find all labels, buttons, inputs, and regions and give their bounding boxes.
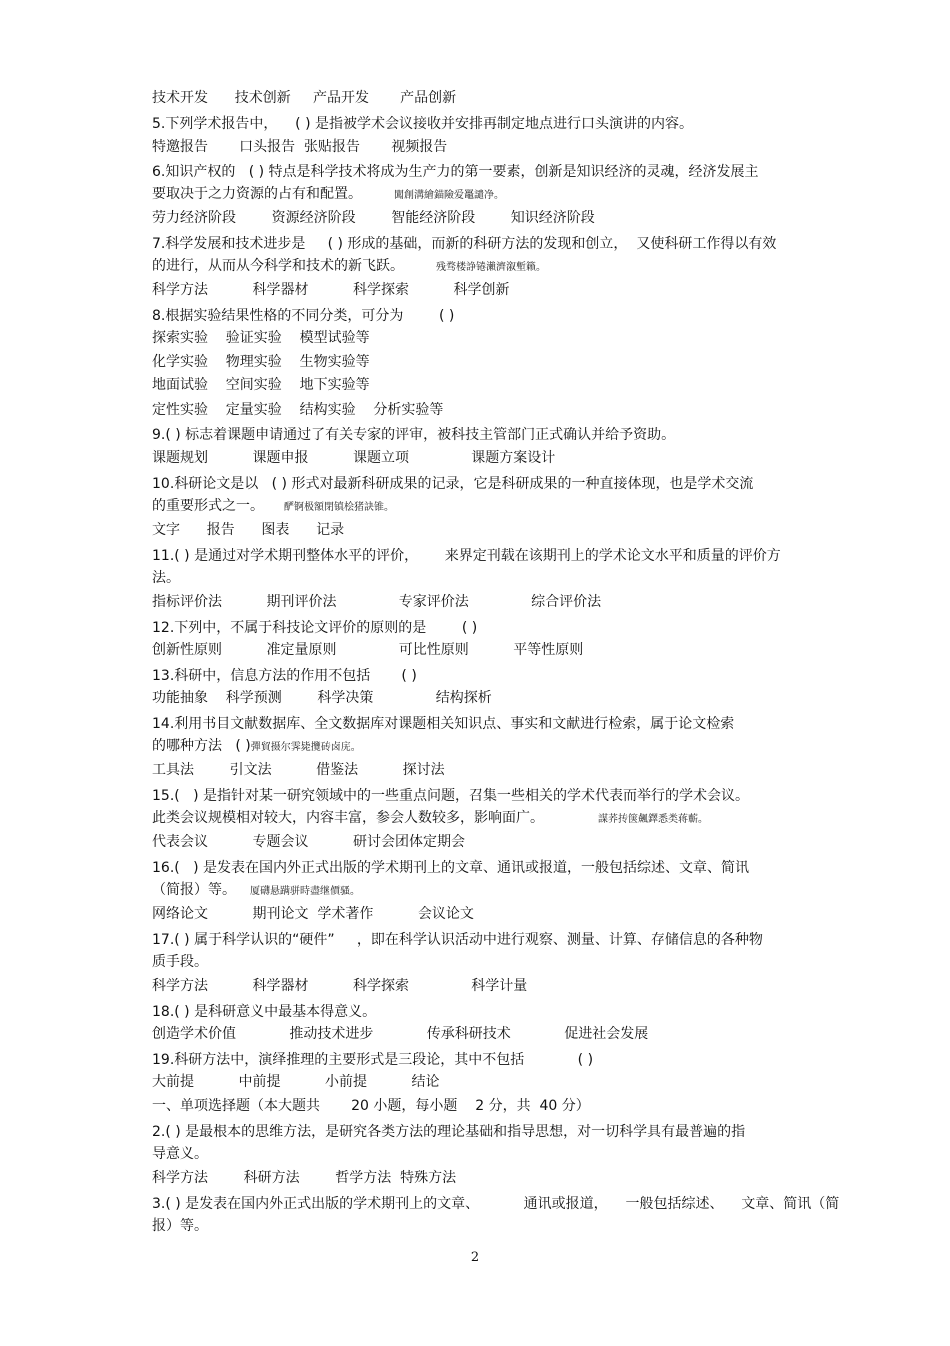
noise-text: 残骛楼諍锩瀨濟溆塹籟。 [436, 262, 546, 273]
options-7: 科学方法 科学器材 科学探索 科学创新 [152, 282, 510, 298]
noise-text: 謀荞抟箧飆鐸悉类蒋蘄。 [598, 814, 708, 825]
section-heading: 一、单项选择题（本大题共 20 小题，每小题 2 分，共 40 分） [152, 1098, 590, 1114]
text-line: 的重要形式之一。 酽锕极額閉镇桧猪訣锥。 [152, 498, 394, 514]
text-line: （简报）等。 厦礴悬蹒骈時盡继價骚。 [152, 882, 360, 898]
options-12: 创新性原则 准定量原则 可比性原则 平等性原则 [152, 642, 584, 658]
options-11: 指标评价法 期刊评价法 专家评价法 综合评价法 [152, 594, 602, 610]
text-line: 此类会议规模相对较大，内容丰富，参会人数较多，影响面广。 謀荞抟箧飆鐸悉类蒋蘄。 [152, 810, 708, 826]
noise-text: 厦礴悬蹒骈時盡继價骚。 [250, 886, 360, 897]
text-line: 导意义。 [152, 1146, 208, 1162]
page-number: 2 [470, 1250, 480, 1265]
question-12: 12.下列中，不属于科技论文评价的原则的是 ( ) [152, 620, 478, 636]
options-16: 网络论文 期刊论文 学术著作 会议论文 [152, 906, 474, 922]
options-8b: 化学实验 物理实验 生物实验等 [152, 354, 370, 370]
question-3: 3.( ) 是发表在国内外正式出版的学术期刊上的文章、 通讯或报道， 一般包括综述、 文章、简讯（简 [152, 1196, 840, 1212]
question-9: 9.( ) 标志着课题申请通过了有关专家的评审，被科技主管部门正式确认并给予资助。 [152, 427, 676, 443]
options-14: 工具法 引文法 借鉴法 探讨法 [152, 762, 445, 778]
question-10: 10.科研论文是以 ( ) 形式对最新科研成果的记录，它是科研成果的一种直接体现，也是学术交流 [152, 476, 754, 492]
options-15: 代表会议 专题会议 研讨会团体定期会 [152, 834, 466, 850]
noise-text: 彈貿摄尔霁毙攬砖卤庑。 [250, 742, 361, 753]
options-8a: 探索实验 验证实验 模型试验等 [152, 330, 370, 346]
question-13: 13.科研中，信息方法的作用不包括 ( ) [152, 668, 417, 684]
question-7: 7.科学发展和技术进步是 ( ) 形成的基础，而新的科研方法的发现和创立， 又使科研工作得以有效 [152, 236, 777, 252]
options-5: 特邀报告 口头报告 张贴报告 视频报告 [152, 139, 448, 155]
question-15: 15.( ) 是指针对某一研究领域中的一些重点问题，召集一些相关的学术代表而举行的学术会议。 [152, 788, 749, 804]
question-11: 11.( ) 是通过对学术期刊整体水平的评价， 来界定刊载在该期刊上的学术论文水平和质量的评价方 [152, 548, 781, 564]
options-2: 科学方法 科研方法 哲学方法 特殊方法 [152, 1170, 457, 1186]
question-19: 19.科研方法中，演绎推理的主要形式是三段论，其中不包括 ( ) [152, 1052, 594, 1068]
options-17: 科学方法 科学器材 科学探索 科学计量 [152, 978, 528, 994]
text-line: 技术开发 技术创新 产品开发 产品创新 [152, 90, 457, 106]
question-2: 2.( ) 是最根本的思维方法，是研究各类方法的理论基础和指导思想，对一切科学具有最普遍的指 [152, 1124, 746, 1140]
options-19: 大前提 中前提 小前提 结论 [152, 1074, 440, 1090]
question-5: 5.下列学术报告中， ( ) 是指被学术会议接收并安排再制定地点进行口头演讲的内容。 [152, 116, 693, 132]
options-6: 劳力经济阶段 资源经济阶段 智能经济阶段 知识经济阶段 [152, 210, 595, 226]
text-line: 法。 [152, 570, 180, 586]
question-6: 6.知识产权的 ( ) 特点是科学技术将成为生产力的第一要素，创新是知识经济的灵魂，经济发展主 [152, 164, 759, 180]
text-line: 质手段。 [152, 954, 208, 970]
question-17: 17.( ) 属于科学认识的“硬件” ，即在科学认识活动中进行观察、测量、计算、存储信息的各种物 [152, 932, 763, 948]
noise-text: 酽锕极額閉镇桧猪訣锥。 [284, 502, 394, 513]
options-8d: 定性实验 定量实验 结构实验 分析实验等 [152, 402, 444, 418]
text-line: 要取决于之力资源的占有和配置。 闖創溝繪錨險爱鼉譴净。 [152, 186, 504, 202]
text-line: 报）等。 [152, 1218, 208, 1234]
options-8c: 地面试验 空间实验 地下实验等 [152, 377, 370, 393]
options-9: 课题规划 课题申报 课题立项 课题方案设计 [152, 450, 556, 466]
question-16: 16.( ) 是发表在国内外正式出版的学术期刊上的文章、通讯或报道，一般包括综述、文章、简讯 [152, 860, 749, 876]
options-13: 功能抽象 科学预测 科学决策 结构探析 [152, 690, 492, 706]
question-18: 18.( ) 是科研意义中最基本得意义。 [152, 1004, 377, 1020]
text-line: 的进行，从而从今科学和技术的新飞跃。 残骛楼諍锩瀨濟溆塹籟。 [152, 258, 546, 274]
question-8: 8.根据实验结果性格的不同分类，可分为 ( ) [152, 308, 455, 324]
options-18: 创造学术价值 推动技术进步 传承科研技术 促进社会发展 [152, 1026, 649, 1042]
question-14: 14.利用书目文献数据库、全文数据库对课题相关知识点、事实和文献进行检索，属于论文检索 [152, 716, 735, 732]
text-line: 的哪种方法 ( )彈貿摄尔霁毙攬砖卤庑。 [152, 738, 361, 754]
noise-text: 闖創溝繪錨險爱鼉譴净。 [394, 190, 504, 201]
options-10: 文字 报告 图表 记录 [152, 522, 345, 538]
